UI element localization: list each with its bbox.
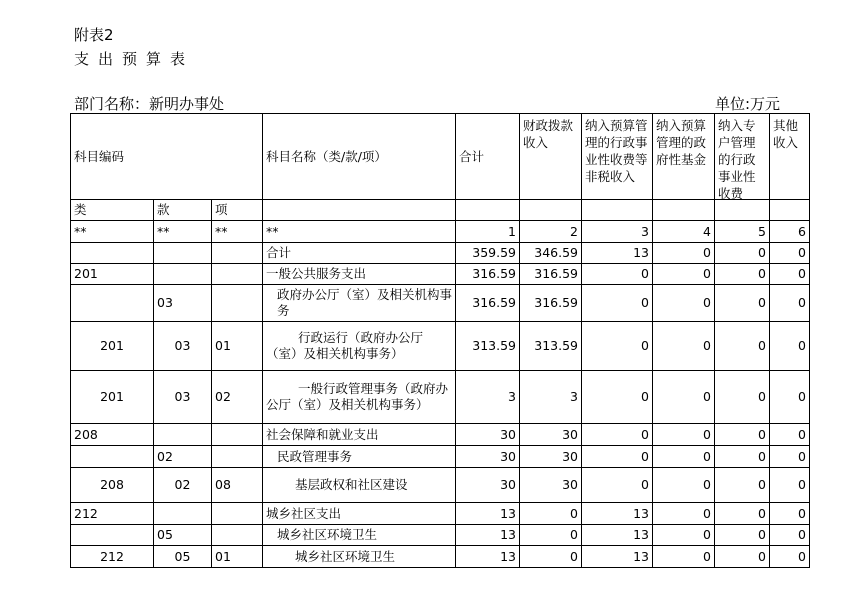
value-special-fee: 0 (715, 322, 770, 371)
value-gov-fund: 0 (653, 285, 715, 322)
value-gov-fund: 0 (653, 503, 715, 525)
value-special-fee: 0 (715, 424, 770, 446)
value-total: 30 (456, 424, 520, 446)
value-special-fee: 0 (715, 503, 770, 525)
value-total: 13 (456, 525, 520, 546)
code-kuan (154, 503, 212, 525)
value-other: 0 (770, 546, 810, 568)
value-fiscal: 30 (520, 468, 582, 503)
value-gov-fund: 0 (653, 546, 715, 568)
code-xiang (212, 264, 263, 285)
value-admin-fee: 0 (582, 371, 653, 424)
budget-table (70, 113, 810, 568)
value-gov-fund: 0 (653, 322, 715, 371)
header-code: 科目编码 (71, 114, 263, 200)
col-number: 6 (770, 221, 810, 243)
header-gov-fund: 纳入预算管理的政府性基金 (653, 114, 715, 200)
value-other: 0 (770, 503, 810, 525)
item-name: 行政运行（政府办公厅（室）及相关机构事务） (263, 322, 456, 371)
value-admin-fee: 13 (582, 243, 653, 264)
value-total: 313.59 (456, 322, 520, 371)
value-special-fee: 0 (715, 371, 770, 424)
value-total: 30 (456, 468, 520, 503)
header-total: 合计 (456, 114, 520, 200)
subheader-blank (520, 200, 582, 221)
appendix-label: 附表2 (74, 26, 114, 44)
value-total: 359.59 (456, 243, 520, 264)
value-fiscal: 316.59 (520, 264, 582, 285)
code-xiang (212, 424, 263, 446)
code-kuan: 05 (154, 525, 212, 546)
value-other: 0 (770, 468, 810, 503)
table-row (71, 371, 810, 424)
code-lei: 208 (71, 468, 154, 503)
value-total: 13 (456, 546, 520, 568)
value-admin-fee: 13 (582, 546, 653, 568)
code-kuan: 03 (154, 371, 212, 424)
table-row (71, 525, 810, 546)
value-fiscal: 30 (520, 446, 582, 468)
code-kuan: 02 (154, 446, 212, 468)
table-row (71, 503, 810, 525)
value-total: 316.59 (456, 285, 520, 322)
value-gov-fund: 0 (653, 371, 715, 424)
value-other: 0 (770, 264, 810, 285)
item-name: 一般行政管理事务（政府办公厅（室）及相关机构事务） (263, 371, 456, 424)
value-other: 0 (770, 371, 810, 424)
code-kuan (154, 424, 212, 446)
table-row (71, 243, 810, 264)
value-admin-fee: 13 (582, 503, 653, 525)
header-special-fee: 纳入专户管理的行政事业性收费 (715, 114, 770, 200)
code-xiang (212, 243, 263, 264)
value-special-fee: 0 (715, 446, 770, 468)
value-fiscal: 346.59 (520, 243, 582, 264)
value-other: 0 (770, 285, 810, 322)
page-title: 支出预算表 (74, 50, 195, 68)
value-special-fee: 0 (715, 525, 770, 546)
code-xiang (212, 525, 263, 546)
code-kuan: 03 (154, 322, 212, 371)
subheader-blank (653, 200, 715, 221)
code-kuan (154, 243, 212, 264)
value-admin-fee: 0 (582, 446, 653, 468)
value-special-fee: 0 (715, 243, 770, 264)
table-row (71, 424, 810, 446)
value-fiscal: 0 (520, 503, 582, 525)
value-gov-fund: 0 (653, 525, 715, 546)
item-name: 城乡社区支出 (263, 503, 456, 525)
index-row (71, 221, 810, 243)
code-kuan (154, 264, 212, 285)
value-total: 30 (456, 446, 520, 468)
value-admin-fee: 13 (582, 525, 653, 546)
header-fiscal: 财政拨款收入 (520, 114, 582, 200)
item-name: 合计 (263, 243, 456, 264)
subheader-kuan: 款 (154, 200, 212, 221)
stars-name: ** (263, 221, 456, 243)
subheader-blank (770, 200, 810, 221)
value-admin-fee: 0 (582, 424, 653, 446)
item-name: 一般公共服务支出 (263, 264, 456, 285)
code-lei: 208 (71, 424, 154, 446)
code-kuan: 02 (154, 468, 212, 503)
value-admin-fee: 0 (582, 322, 653, 371)
value-fiscal: 313.59 (520, 322, 582, 371)
value-gov-fund: 0 (653, 243, 715, 264)
code-xiang: 08 (212, 468, 263, 503)
code-lei: 201 (71, 264, 154, 285)
col-number: 1 (456, 221, 520, 243)
header-row (71, 114, 810, 200)
code-xiang (212, 446, 263, 468)
code-lei: 201 (71, 322, 154, 371)
value-gov-fund: 0 (653, 424, 715, 446)
department-label: 部门名称：新明办事处 (74, 95, 225, 113)
value-admin-fee: 0 (582, 285, 653, 322)
stars-kuan: ** (154, 221, 212, 243)
value-gov-fund: 0 (653, 468, 715, 503)
subheader-blank (263, 200, 456, 221)
stars-lei: ** (71, 221, 154, 243)
item-name: 政府办公厅（室）及相关机构事务 (263, 285, 456, 322)
value-other: 0 (770, 424, 810, 446)
item-name: 基层政权和社区建设 (263, 468, 456, 503)
stars-xiang: ** (212, 221, 263, 243)
value-total: 3 (456, 371, 520, 424)
code-lei (71, 525, 154, 546)
value-other: 0 (770, 322, 810, 371)
value-admin-fee: 0 (582, 468, 653, 503)
value-total: 316.59 (456, 264, 520, 285)
code-xiang: 02 (212, 371, 263, 424)
unit-label: 单位:万元 (715, 95, 781, 113)
value-gov-fund: 0 (653, 264, 715, 285)
value-special-fee: 0 (715, 546, 770, 568)
subheader-blank (582, 200, 653, 221)
code-lei: 212 (71, 503, 154, 525)
subheader-blank (715, 200, 770, 221)
value-fiscal: 316.59 (520, 285, 582, 322)
value-other: 0 (770, 525, 810, 546)
col-number: 5 (715, 221, 770, 243)
header-name: 科目名称（类/款/项） (263, 114, 456, 200)
value-total: 13 (456, 503, 520, 525)
code-xiang: 01 (212, 322, 263, 371)
code-lei (71, 243, 154, 264)
table-row (71, 546, 810, 568)
code-kuan: 03 (154, 285, 212, 322)
subheader-row (71, 200, 810, 221)
item-name: 城乡社区环境卫生 (263, 525, 456, 546)
value-special-fee: 0 (715, 468, 770, 503)
subheader-lei: 类 (71, 200, 154, 221)
value-admin-fee: 0 (582, 264, 653, 285)
code-lei (71, 285, 154, 322)
table-row (71, 468, 810, 503)
item-name: 城乡社区环境卫生 (263, 546, 456, 568)
col-number: 2 (520, 221, 582, 243)
subheader-blank (456, 200, 520, 221)
value-fiscal: 0 (520, 546, 582, 568)
value-fiscal: 30 (520, 424, 582, 446)
table-row (71, 446, 810, 468)
value-fiscal: 3 (520, 371, 582, 424)
item-name: 民政管理事务 (263, 446, 456, 468)
header-other: 其他收入 (770, 114, 810, 200)
code-kuan: 05 (154, 546, 212, 568)
table-row (71, 264, 810, 285)
value-fiscal: 0 (520, 525, 582, 546)
item-name: 社会保障和就业支出 (263, 424, 456, 446)
code-lei (71, 446, 154, 468)
code-xiang: 01 (212, 546, 263, 568)
code-lei: 201 (71, 371, 154, 424)
code-xiang (212, 285, 263, 322)
value-special-fee: 0 (715, 264, 770, 285)
table-row (71, 322, 810, 371)
code-xiang (212, 503, 263, 525)
value-other: 0 (770, 243, 810, 264)
subheader-xiang: 项 (212, 200, 263, 221)
value-gov-fund: 0 (653, 446, 715, 468)
col-number: 3 (582, 221, 653, 243)
value-special-fee: 0 (715, 285, 770, 322)
value-other: 0 (770, 446, 810, 468)
table-row (71, 285, 810, 322)
header-admin-fee: 纳入预算管理的行政事业性收费等非税收入 (582, 114, 653, 200)
col-number: 4 (653, 221, 715, 243)
code-lei: 212 (71, 546, 154, 568)
